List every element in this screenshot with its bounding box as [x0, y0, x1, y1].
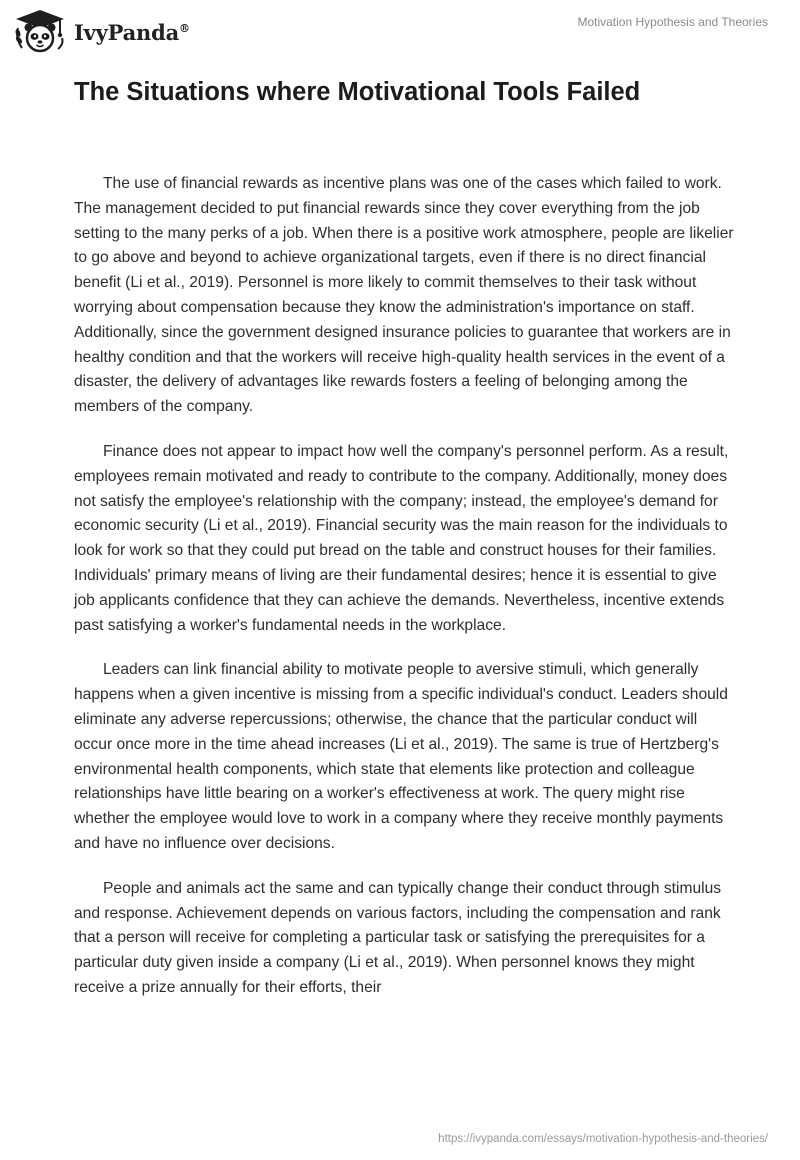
logo-wordmark	[74, 20, 190, 45]
panda-graduation-cap-icon	[14, 8, 66, 54]
page-header	[0, 0, 800, 60]
source-url[interactable]: https://ivypanda.com/essays/motivation-hypothesis-and-theories/	[438, 1133, 768, 1145]
registered-mark: ®	[179, 21, 190, 35]
article-body	[74, 172, 734, 1021]
page-title: The Situations where Motivational Tools Failed	[74, 78, 641, 106]
paragraph: Finance does not appear to impact how well the company's personnel perform. As a result, employees remain motivated and ready to contribute to the company. Additionally, money does not satisfy the employee's relationship with the company; instead, the employee's demand for economic security (Li et al., 2019). Financial security was the main reason for the individuals to look for work so that they could put bread on the table and construct houses for their families. Individuals' primary means of living are their fundamental desires; hence it is essential to give job applicants confidence that they can achieve the demands. Nevertheless, incentive extends past satisfying a worker's fundamental needs in the workplace.	[74, 442, 729, 634]
document-title: Motivation Hypothesis and Theories	[577, 15, 768, 29]
paragraph: Leaders can link financial ability to motivate people to aversive stimuli, which generally happens when a given incentive is missing from a specific individual's conduct. Leaders should eliminate any adverse repercussions; otherwise, the chance that the particular conduct will occur once more in the time ahead increases (Li et al., 2019). The same is true of Hertzberg's environmental health components, which state that elements like protection and colleague relationships have little bearing on a worker's effectiveness at work. The query might rise whether the employee would love to work in a company where they receive monthly payments and have no influence over decisions.	[74, 661, 728, 852]
paragraph: People and animals act the same and can typically change their conduct through stimulus and response. Achievement depends on various factors, including the compensation and rank that a person will receive for completing a particular task or satisfying the prerequisites for a particular duty given inside a company (Li et al., 2019). When personnel knows they might receive a prize annually for their efforts, their	[74, 879, 722, 996]
ivypanda-logo[interactable]	[14, 8, 190, 54]
logo-text: IvyPanda	[74, 19, 180, 45]
paragraph: The use of financial rewards as incentive plans was one of the cases which failed to work. The management decided to put financial rewards since they cover everything from the job setting to the many perks of a job. When there is a positive work atmosphere, people are likelier to go above and beyond to achieve organizational targets, even if there is no direct financial benefit (Li et al., 2019). Personnel is more likely to commit themselves to their task without worrying about compensation because they know the administration's importance on staff. Additionally, since the government designed insurance policies to guarantee that workers are in healthy condition and that the workers will receive high-quality health services in the event of a disaster, the delivery of advantages like rewards fosters a feeling of belonging among the members of the company.	[74, 175, 734, 416]
